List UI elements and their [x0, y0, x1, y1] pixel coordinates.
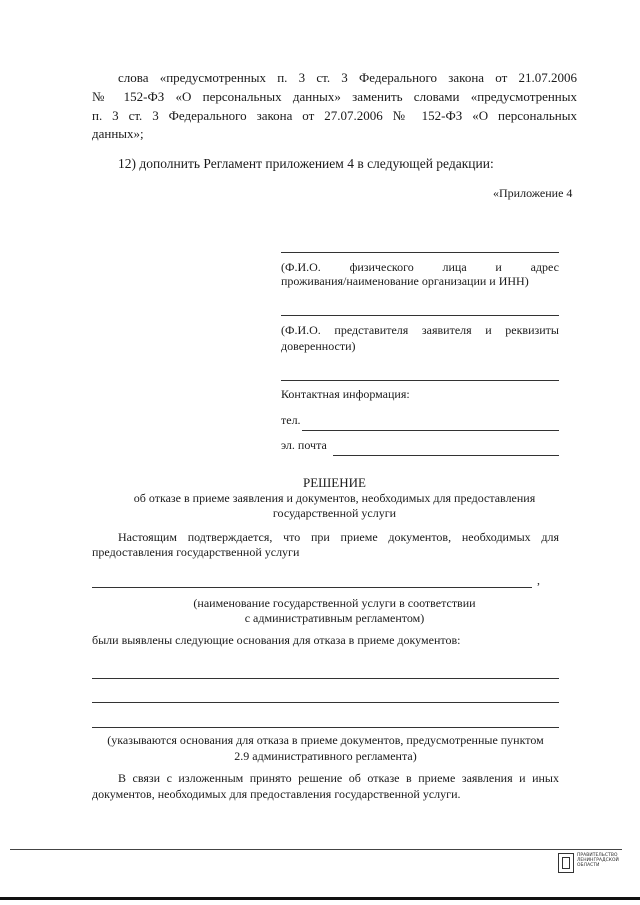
decision-subtitle: государственной услуги — [272, 506, 397, 520]
coat-of-arms-icon — [558, 853, 574, 873]
appendix-label: «Приложение 4 — [493, 186, 573, 200]
gov-logo-line: ЛЕНИНГРАДСКОЙ — [577, 858, 619, 863]
email-label: эл. почта — [281, 438, 327, 452]
confirm-line: Настоящим подтверждается, что при приеме документов, необходимых для — [118, 530, 559, 544]
phone-field-line — [302, 430, 559, 431]
footer-rule — [10, 849, 622, 850]
service-caption: (наименование государственной услуги в соответствии — [193, 596, 476, 610]
gov-logo-line: ПРАВИТЕЛЬСТВО — [577, 853, 618, 858]
contact-line — [281, 380, 559, 381]
comma: , — [537, 573, 540, 587]
paragraph-line: п. 3 ст. 3 Федерального закона от 27.07.2006 № 152-ФЗ «О персональных — [92, 108, 577, 123]
paragraph-line: данных»; — [92, 126, 144, 141]
applicant-name-line — [281, 252, 559, 253]
applicant-name-caption: проживания/наименование организации и ИНН) — [281, 274, 529, 288]
decision-title: РЕШЕНИЕ — [303, 475, 366, 490]
confirm-line: предоставления государственной услуги — [92, 545, 300, 559]
representative-line — [281, 315, 559, 316]
decision-subtitle: об отказе в приеме заявления и документов, необходимых для предоставления — [133, 491, 536, 505]
email-field-line — [333, 455, 559, 456]
grounds-intro: были выявлены следующие основания для отказа в приеме документов: — [92, 633, 461, 647]
grounds-caption: (указываются основания для отказа в приеме документов, предусмотренные пунктом — [107, 733, 544, 747]
final-line: В связи с изложенным принято решение об отказе в приеме заявления и иных — [118, 771, 559, 785]
grounds-line — [92, 678, 559, 679]
phone-label: тел. — [281, 413, 301, 427]
footer-bar — [0, 897, 640, 900]
item-12: 12) дополнить Регламент приложением 4 в следующей редакции: — [118, 156, 494, 171]
service-caption: с административным регламентом) — [244, 611, 425, 625]
contact-label: Контактная информация: — [281, 387, 410, 401]
gov-logo-line: ОБЛАСТИ — [577, 863, 600, 868]
representative-caption: (Ф.И.О. представителя заявителя и реквизиты — [281, 323, 559, 337]
applicant-name-caption: (Ф.И.О. физического лица и адрес — [281, 260, 559, 274]
representative-caption: доверенности) — [281, 339, 356, 353]
grounds-line — [92, 702, 559, 703]
paragraph-line: № 152-ФЗ «О персональных данных» заменить словами «предусмотренных — [92, 89, 577, 104]
service-name-line — [92, 587, 532, 588]
grounds-caption: 2.9 административного регламента) — [234, 749, 417, 763]
final-line: документов, необходимых для предоставления государственной услуги. — [92, 787, 461, 801]
paragraph-line: слова «предусмотренных п. 3 ст. 3 Федерального закона от 21.07.2006 — [118, 70, 577, 85]
gov-logo-text — [577, 853, 619, 868]
grounds-line — [92, 727, 559, 728]
